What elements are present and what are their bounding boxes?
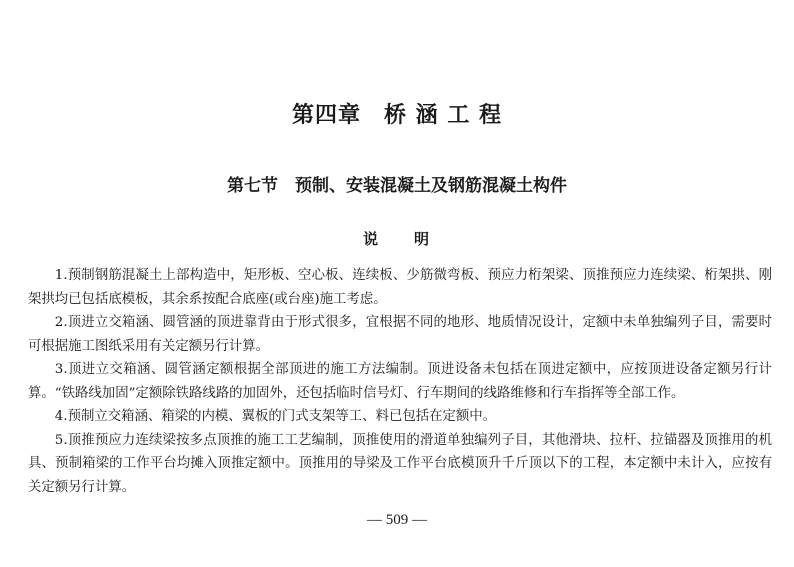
page-number: — 509 —: [367, 512, 427, 528]
note-paragraph-3: 3.顶进立交箱涵、圆管涵定额根据全部顶进的施工方法编制。顶进设备未包括在顶进定额中，应按顶进设备定额另行计算。“铁路线加固”定额除铁路线路的加固外，还包括临时信号灯、行车期间的线路维修和行车指挥等全部工作。: [28, 362, 772, 401]
note-paragraph-5: 5.顶推预应力连续梁按多点顶推的施工工艺编制，顶推使用的滑道单独编列子目，其他滑块、拉杆、拉锚器及顶推用的机具、预制箱梁的工作平台均摊入顶推定额中。顶推用的导梁及工作平台底模顶升千斤顶以下的工程，本定额中未计入，应按有关定额另行计算。: [28, 432, 772, 495]
note-paragraph-1: 1.预制钢筋混凝土上部构造中，矩形板、空心板、连续板、少筋微弯板、预应力桁架梁、顶推预应力连续梁、桁架拱、刚架拱均已包括底模板，其余系按配合底座(或台座)施工考虑。: [28, 268, 772, 307]
section-title: 第七节 预制、安装混凝土及钢筋混凝土构件: [227, 176, 567, 196]
chapter-title: 第四章 桥 涵 工 程: [292, 103, 502, 128]
note-paragraph-4: 4.预制立交箱涵、箱梁的内模、翼板的门式支架等工、料已包括在定额中。: [54, 409, 497, 424]
note-paragraph-2: 2.顶进立交箱涵、圆管涵的顶进靠背由于形式很多，宜根据不同的地形、地质情况设计，定额中未单独编列子目，需要时可根据施工图纸采用有关定额另行计算。: [28, 315, 772, 354]
notes-body: [28, 264, 772, 499]
notes-heading: 说 明: [362, 230, 431, 248]
